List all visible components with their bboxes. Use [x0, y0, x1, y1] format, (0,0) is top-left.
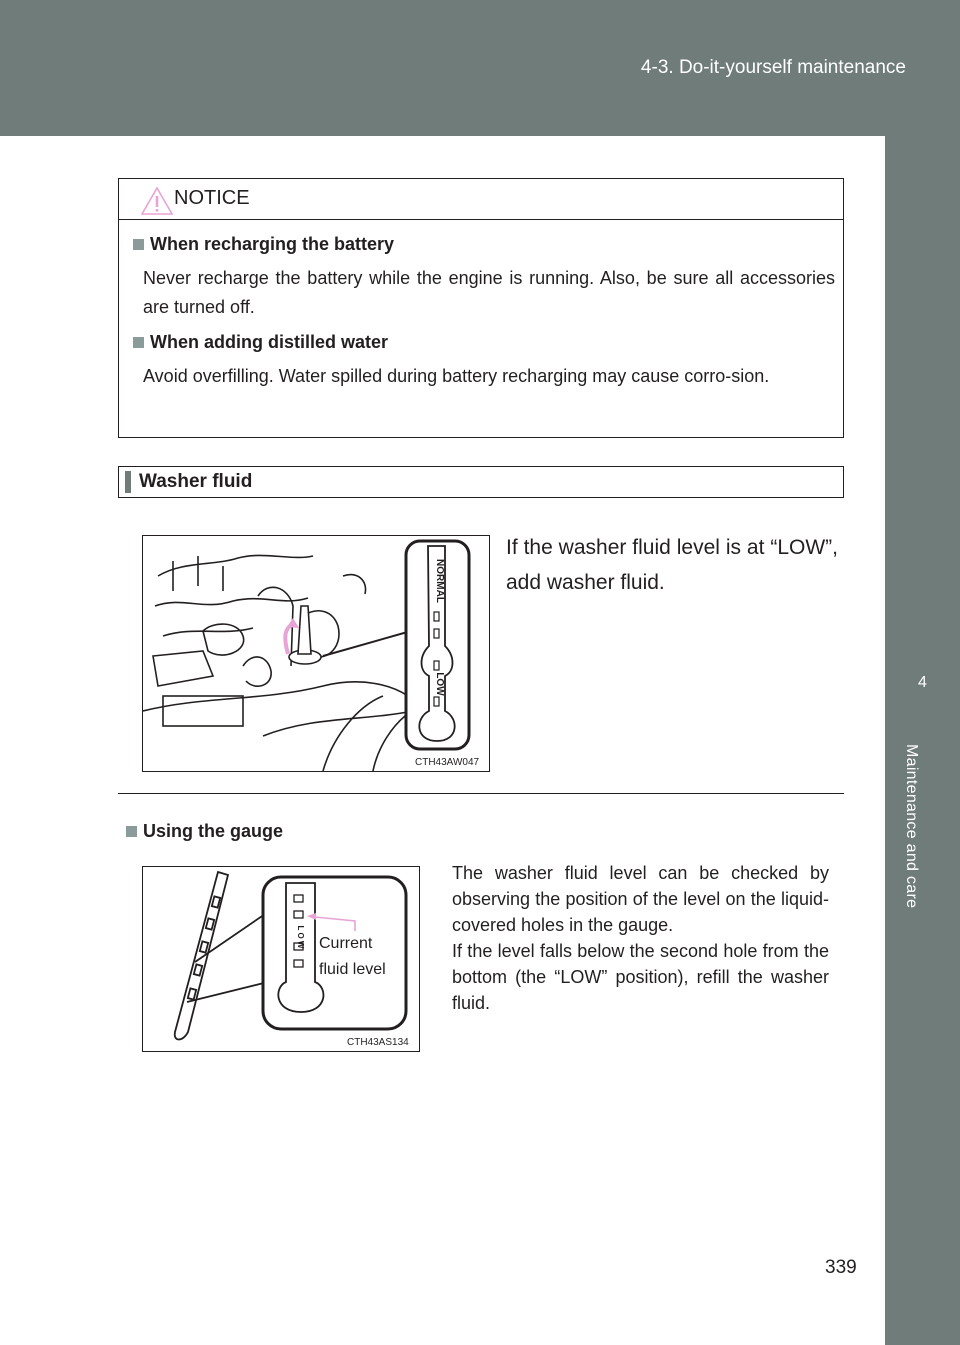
gray-square-icon: [133, 337, 144, 348]
heading-accent-bar: [125, 471, 131, 493]
notice-body: [119, 220, 843, 391]
washer-intro-text: If the washer fluid level is at “LOW”, add washer fluid.: [506, 536, 838, 594]
section-heading-text: Washer fluid: [139, 471, 253, 492]
gauge-low-label: LOW: [434, 672, 445, 696]
gauge-paragraph: The washer fluid level can be checked by observing the position of the level on the liquid-covered holes in the gauge.: [452, 863, 829, 935]
notice-paragraph: Avoid overfilling. Water spilled during battery recharging may cause corro-sion.: [143, 366, 770, 386]
section-heading: [118, 466, 844, 498]
gauge-low-label: L O W: [296, 925, 305, 949]
notice-subheading-text: When recharging the battery: [150, 234, 395, 254]
notice-header: [119, 179, 843, 220]
gauge-paragraph: If the level falls below the second hole from the bottom (the “LOW” position), refill the washer fluid.: [452, 941, 829, 1013]
notice-subheading: [133, 234, 835, 255]
engine-bay-illustration: [143, 536, 489, 771]
section-label: 4-3. Do-it-yourself maintenance: [640, 57, 906, 78]
gauge-subheading: [126, 821, 283, 842]
figure-code: CTH43AW047: [415, 757, 480, 768]
chapter-title: Maintenance and care: [903, 744, 920, 909]
gray-square-icon: [133, 239, 144, 250]
washer-reservoir-figure: [142, 535, 490, 772]
gauge-description: [452, 860, 829, 1016]
notice-subheading-text: When adding distilled water: [150, 332, 389, 352]
chapter-number: 4: [918, 674, 927, 691]
notice-title: NOTICE: [174, 187, 250, 209]
current-fluid-level-label: [319, 931, 386, 983]
notice-box: [118, 178, 844, 438]
notice-subheading: [133, 332, 835, 353]
section-divider: [118, 793, 844, 794]
label-line: Current: [319, 935, 373, 952]
page-number: 339: [825, 1257, 857, 1278]
chapter-side-tab: [885, 136, 960, 1345]
warning-triangle-icon: [141, 187, 173, 215]
gray-square-icon: [126, 826, 137, 837]
label-line: fluid level: [319, 961, 386, 978]
notice-paragraph: Never recharge the battery while the engine is running. Also, be sure all accessories are turned off.: [143, 268, 835, 317]
figure-code: CTH43AS134: [347, 1037, 409, 1048]
gauge-figure: [142, 866, 420, 1052]
gauge-subheading-text: Using the gauge: [143, 821, 284, 841]
gauge-normal-label: NORMAL: [434, 559, 445, 603]
